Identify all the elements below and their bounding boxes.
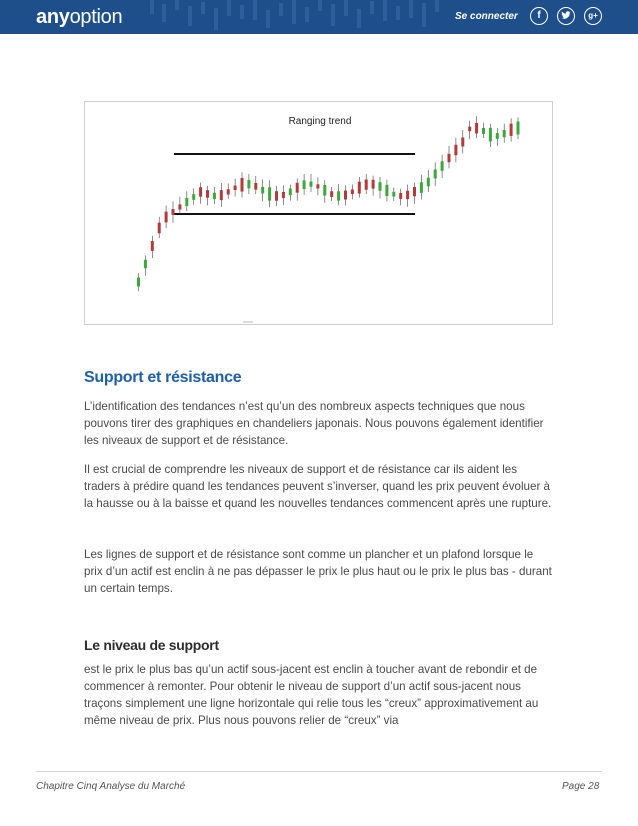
paragraph-1: L’identification des tendances n’est qu’un des nombreux aspects techniques que nous pouvons tirer des graphiques en chandeliers japonais. Nous pouvons également identifier les niveaux de support et de résistance. (84, 400, 544, 447)
candle-body (399, 193, 402, 199)
brand-bold: any (36, 6, 70, 28)
twitter-bird-glyph (561, 11, 571, 20)
candle-body (358, 182, 361, 194)
candle-body (282, 192, 285, 198)
ranging-trend-figure (84, 101, 553, 325)
candle-body (503, 130, 506, 137)
chart-title: Ranging trend (288, 116, 352, 127)
candle-body (379, 182, 382, 191)
candle-body (234, 186, 237, 190)
candle-body (303, 180, 306, 189)
candle-body (316, 184, 319, 188)
candle-body (227, 189, 230, 194)
candle-body (468, 127, 471, 132)
candle-body (454, 145, 457, 156)
candle-body (310, 182, 313, 187)
candle-body (392, 192, 395, 197)
paragraph-3: Les lignes de support et de résistance sont comme un plancher et un plafond lorsque le prix d’un actif est enclin à ne pas dépasser le prix le plus haut ou le prix le plus bas - durant un certain temps. (84, 548, 552, 595)
twitter-icon[interactable] (557, 7, 575, 25)
candle-body (475, 123, 478, 134)
candle-body (496, 133, 499, 139)
candle-body (178, 204, 181, 209)
candle-body (254, 183, 257, 190)
footer-page-number: Page 28 (562, 781, 600, 792)
candle-body (151, 241, 154, 251)
candle-body (192, 194, 195, 200)
candle-body (434, 170, 437, 179)
candle-body (489, 128, 492, 142)
candle-body (275, 191, 278, 201)
candle-body (213, 193, 216, 199)
top-header (0, 0, 638, 34)
footer-divider (36, 771, 602, 772)
candle-body (289, 188, 292, 195)
candle-body (330, 191, 333, 197)
candle-body (323, 185, 326, 196)
candle-body (206, 190, 209, 198)
candlestick-chart (85, 102, 552, 324)
candle-body (137, 278, 140, 287)
candle-body (185, 198, 188, 206)
candle-body (372, 180, 375, 189)
candle-body (413, 187, 416, 196)
candle-body (268, 187, 271, 200)
brand-logo[interactable] (36, 6, 122, 29)
candle-body (144, 260, 147, 268)
candle-body (344, 191, 347, 200)
candle-body (510, 124, 513, 136)
candle-body (158, 223, 161, 234)
subsection-title: Le niveau de support (84, 637, 219, 653)
candles-group (137, 116, 520, 291)
footer-chapter: Chapitre Cinq Analyse du Marché (36, 781, 186, 792)
candle-body (482, 128, 485, 134)
brand-rest: option (69, 6, 123, 28)
candle-body (241, 178, 244, 192)
candle-body (165, 212, 168, 223)
login-link[interactable]: Se connecter (455, 11, 518, 22)
candle-body (337, 191, 340, 200)
candle-body (172, 209, 175, 215)
candle-body (427, 178, 430, 187)
candle-body (296, 183, 299, 193)
candle-body (351, 189, 354, 194)
candle-body (441, 161, 444, 170)
candle-body (461, 137, 464, 146)
candle-body (247, 180, 250, 188)
paragraph-2: Il est crucial de comprendre les niveaux de support et de résistance car ils aident les traders à prédire quand les tendances peuvent s’inverser, quand les prix peuvent évoluer à la hausse ou à la baisse et quand les nouvelles tendances commencent après une rupture. (84, 463, 552, 510)
candle-body (199, 187, 202, 196)
facebook-icon[interactable]: f (530, 7, 548, 25)
subsection-paragraph: est le prix le plus bas qu’un actif sous-jacent est enclin à toucher avant de rebondir et de commencer à remonter. Pour obtenir le niveau de support d’un actif sous-jacent nous traçons simplement une ligne horizontale qui relie tous les “creux” approximativement au même niveau de prix. Plus nous pouvons relier de “creux” via (84, 663, 539, 727)
candle-body (448, 154, 451, 162)
candle-body (406, 191, 409, 199)
candle-body (365, 180, 368, 190)
candle-body (517, 122, 520, 135)
candle-body (220, 190, 223, 200)
candle-body (420, 182, 423, 193)
candle-body (385, 185, 388, 196)
google-plus-icon[interactable]: g+ (584, 7, 602, 25)
section-title: Support et résistance (84, 369, 242, 386)
candle-body (261, 187, 264, 194)
